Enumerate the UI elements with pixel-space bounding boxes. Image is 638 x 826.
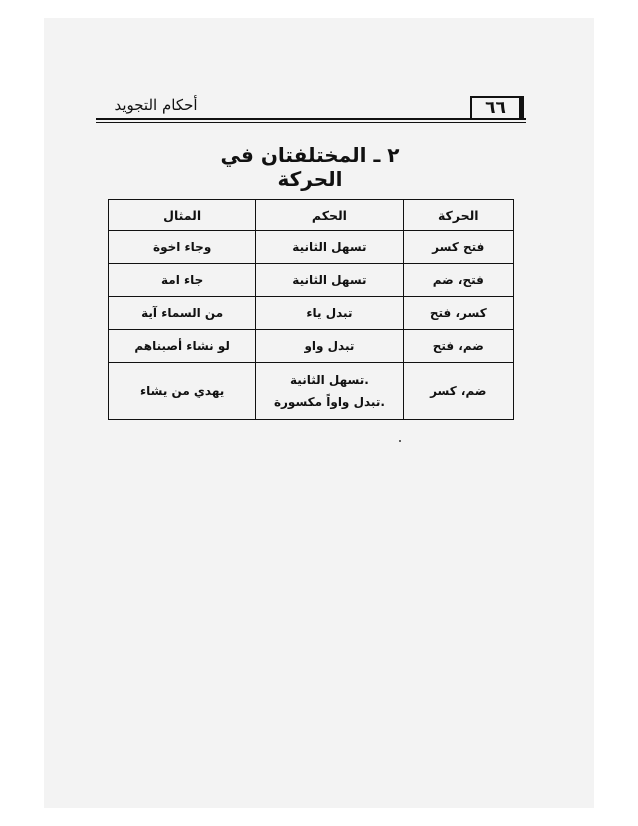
- cell-movement: فتح، ضم: [403, 264, 513, 297]
- rules-table: [108, 199, 514, 420]
- table-row: [109, 330, 514, 363]
- cell-rule: تبدل ياء: [256, 297, 403, 330]
- cell-rule-line: .تبدل واواً مكسورة: [273, 395, 385, 409]
- header-movement: الحركة: [403, 200, 513, 231]
- cell-example: من السماء آية: [109, 297, 256, 330]
- cell-movement: فتح كسر: [403, 231, 513, 264]
- header-rule-thin: [96, 122, 526, 123]
- cell-example: جاء امة: [109, 264, 256, 297]
- cell-rule-line: .تسهل الثانية: [290, 373, 369, 387]
- section-title: ٢ ـ المختلفتان في الحركة: [220, 143, 400, 191]
- table-row: [109, 363, 514, 420]
- stray-dot: [399, 440, 401, 442]
- table-header-row: [109, 200, 514, 231]
- table-row: [109, 297, 514, 330]
- cell-example: وجاء اخوة: [109, 231, 256, 264]
- table-row: [109, 264, 514, 297]
- table-row: [109, 231, 514, 264]
- header-example: المثال: [109, 200, 256, 231]
- header-rule: الحكم: [256, 200, 403, 231]
- cell-rule: [256, 363, 403, 420]
- running-title: أحكام التجويد: [114, 96, 198, 114]
- cell-movement: ضم، كسر: [403, 363, 513, 420]
- cell-rule: تسهل الثانية: [256, 231, 403, 264]
- cell-example: لو نشاء أصبناهم: [109, 330, 256, 363]
- cell-rule: تبدل واو: [256, 330, 403, 363]
- page-number: ٦٦: [470, 96, 524, 118]
- cell-rule: تسهل الثانية: [256, 264, 403, 297]
- cell-movement: ضم، فتح: [403, 330, 513, 363]
- cell-movement: كسر، فتح: [403, 297, 513, 330]
- header-rule: [96, 118, 526, 120]
- cell-example: يهدي من يشاء: [109, 363, 256, 420]
